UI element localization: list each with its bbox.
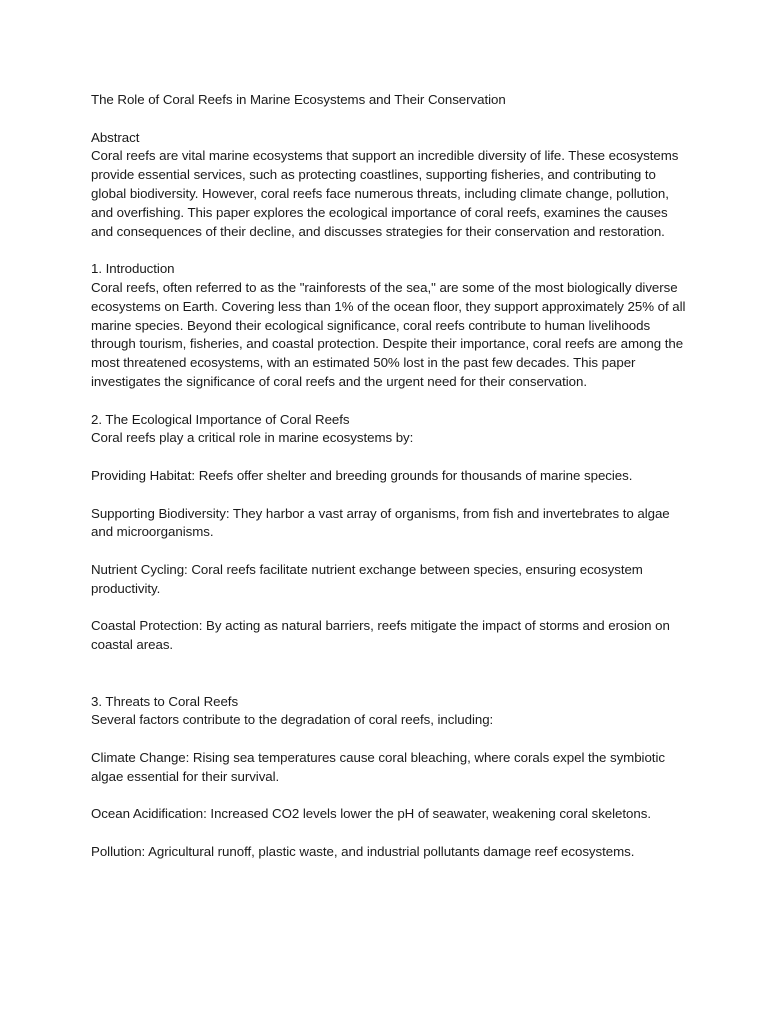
ecological-importance-intro: Coral reefs play a critical role in marine ecosystems by: (91, 430, 414, 446)
spacer (91, 110, 691, 129)
spacer (91, 786, 691, 805)
section-heading-introduction: 1. Introduction (91, 261, 175, 277)
document-title: The Role of Coral Reefs in Marine Ecosystems and Their Conservation (91, 92, 506, 107)
section-heading-ecological-importance: 2. The Ecological Importance of Coral Reefs (91, 411, 350, 427)
list-item: Providing Habitat: Reefs offer shelter and breeding grounds for thousands of marine species. (91, 467, 633, 483)
list-item: Ocean Acidification: Increased CO2 levels lower the pH of seawater, weakening coral skeletons. (91, 806, 651, 822)
spacer (91, 486, 691, 505)
spacer (91, 542, 691, 561)
list-item: Pollution: Agricultural runoff, plastic waste, and industrial pollutants damage reef ecosystems. (91, 843, 635, 859)
spacer (91, 241, 691, 260)
document-body (91, 91, 691, 862)
threats-intro: Several factors contribute to the degradation of coral reefs, including: (91, 712, 494, 728)
section-heading-threats: 3. Threats to Coral Reefs (91, 693, 239, 709)
spacer (91, 392, 691, 411)
spacer (91, 655, 691, 693)
abstract-heading: Abstract (91, 129, 140, 145)
introduction-body: Coral reefs, often referred to as the "rainforests of the sea," are some of the most biologically diverse ecosystems on Earth. Covering less than 1% of the ocean floor, they support approximately 25% of all marine species. Beyond their ecological significance, coral reefs contribute to human livelihoods through tourism, fisheries, and coastal protection. Despite their importance, coral reefs are among the most threatened ecosystems, with an estimated 50% lost in the past few decades. This paper investigates the significance of coral reefs and the urgent need for their conservation. (91, 279, 686, 389)
list-item: Nutrient Cycling: Coral reefs facilitate nutrient exchange between species, ensuring ecosystem productivity. (91, 561, 643, 596)
spacer (91, 824, 691, 843)
spacer (91, 448, 691, 467)
spacer (91, 599, 691, 618)
abstract-body: Coral reefs are vital marine ecosystems that support an incredible diversity of life. These ecosystems provide essential services, such as protecting coastlines, supporting fisheries, and contributing to global biodiversity. However, coral reefs face numerous threats, including climate change, pollution, and overfishing. This paper explores the ecological importance of coral reefs, examines the causes and consequences of their decline, and discusses strategies for their conservation and restoration. (91, 148, 679, 239)
spacer (91, 730, 691, 749)
list-item: Supporting Biodiversity: They harbor a vast array of organisms, from fish and invertebrates to algae and microorganisms. (91, 505, 670, 540)
list-item: Coastal Protection: By acting as natural barriers, reefs mitigate the impact of storms and erosion on coastal areas. (91, 618, 670, 653)
list-item: Climate Change: Rising sea temperatures cause coral bleaching, where corals expel the symbiotic algae essential for their survival. (91, 749, 665, 784)
